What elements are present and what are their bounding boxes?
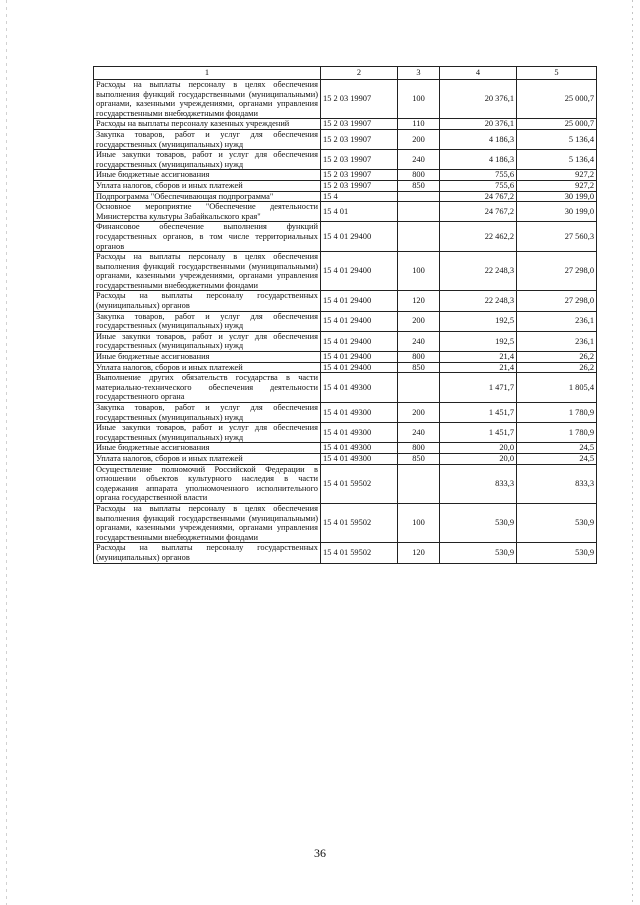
header-col-2: 2: [321, 67, 398, 80]
expense-name-cell: Расходы на выплаты персоналу в целях обеспечения выполнения функций государственными (муниципальными) органами, казенными учреждениями, органами управления государственными внебюджетными фондами: [94, 503, 321, 542]
table-row: [94, 119, 597, 130]
table-row: [94, 170, 597, 181]
expense-type-cell: [398, 373, 440, 403]
amount-year-2-cell: 833,3: [517, 464, 597, 503]
expense-type-cell: 800: [398, 170, 440, 181]
expense-type-cell: 100: [398, 80, 440, 119]
amount-year-2-cell: 1 805,4: [517, 373, 597, 403]
target-article-cell: 15 2 03 19907: [321, 180, 398, 191]
scan-edge-right: [632, 0, 633, 905]
expense-name-cell: Иные закупки товаров, работ и услуг для обеспечения государственных (муниципальных) нужд: [94, 423, 321, 443]
header-col-5: 5: [517, 67, 597, 80]
target-article-cell: 15 4 01 59502: [321, 464, 398, 503]
target-article-cell: 15 4 01 29400: [321, 252, 398, 291]
target-article-cell: 15 4 01 29400: [321, 362, 398, 373]
target-article-cell: 15 2 03 19907: [321, 129, 398, 149]
amount-year-2-cell: 27 298,0: [517, 291, 597, 311]
target-article-cell: 15 2 03 19907: [321, 119, 398, 130]
amount-year-2-cell: 927,2: [517, 180, 597, 191]
amount-year-1-cell: 21,4: [440, 352, 517, 363]
target-article-cell: 15 2 03 19907: [321, 170, 398, 181]
amount-year-1-cell: 20 376,1: [440, 80, 517, 119]
expense-type-cell: 800: [398, 443, 440, 454]
expense-name-cell: Расходы на выплаты персоналу государственных (муниципальных) органов: [94, 543, 321, 563]
expense-type-cell: 200: [398, 403, 440, 423]
expense-type-cell: 850: [398, 362, 440, 373]
expense-type-cell: 110: [398, 119, 440, 130]
table-row: [94, 503, 597, 542]
table-row: [94, 202, 597, 222]
target-article-cell: 15 4: [321, 191, 398, 202]
table-body: [94, 80, 597, 564]
expense-type-cell: 240: [398, 331, 440, 351]
amount-year-1-cell: 833,3: [440, 464, 517, 503]
amount-year-2-cell: 5 136,4: [517, 150, 597, 170]
table-row: [94, 180, 597, 191]
target-article-cell: 15 4 01 29400: [321, 222, 398, 252]
amount-year-1-cell: 755,6: [440, 170, 517, 181]
amount-year-2-cell: 927,2: [517, 170, 597, 181]
expense-name-cell: Расходы на выплаты персоналу государственных (муниципальных) органов: [94, 291, 321, 311]
table-row: [94, 403, 597, 423]
amount-year-1-cell: 22 248,3: [440, 291, 517, 311]
amount-year-2-cell: 1 780,9: [517, 403, 597, 423]
table-row: [94, 129, 597, 149]
expense-name-cell: Закупка товаров, работ и услуг для обеспечения государственных (муниципальных) нужд: [94, 311, 321, 331]
table-row: [94, 464, 597, 503]
expense-type-cell: 240: [398, 423, 440, 443]
amount-year-2-cell: 530,9: [517, 543, 597, 563]
amount-year-2-cell: 26,2: [517, 352, 597, 363]
expense-name-cell: Уплата налогов, сборов и иных платежей: [94, 362, 321, 373]
target-article-cell: 15 4 01 59502: [321, 543, 398, 563]
expense-name-cell: Расходы на выплаты персоналу в целях обеспечения выполнения функций государственными (муниципальными) органами, казенными учреждениями, органами управления государственными внебюджетными фондами: [94, 80, 321, 119]
expense-name-cell: Закупка товаров, работ и услуг для обеспечения государственных (муниципальных) нужд: [94, 129, 321, 149]
expense-type-cell: [398, 202, 440, 222]
target-article-cell: 15 4 01 59502: [321, 503, 398, 542]
amount-year-1-cell: 22 462,2: [440, 222, 517, 252]
table-header: [94, 67, 597, 80]
amount-year-1-cell: 1 471,7: [440, 373, 517, 403]
amount-year-2-cell: 27 298,0: [517, 252, 597, 291]
table-row: [94, 362, 597, 373]
table-row: [94, 423, 597, 443]
table-row: [94, 331, 597, 351]
expense-name-cell: Закупка товаров, работ и услуг для обеспечения государственных (муниципальных) нужд: [94, 403, 321, 423]
expense-type-cell: 100: [398, 252, 440, 291]
amount-year-1-cell: 20,0: [440, 443, 517, 454]
budget-table: [93, 66, 597, 564]
table-row: [94, 453, 597, 464]
header-row: [94, 67, 597, 80]
amount-year-2-cell: 236,1: [517, 311, 597, 331]
amount-year-2-cell: 530,9: [517, 503, 597, 542]
target-article-cell: 15 4 01 49300: [321, 423, 398, 443]
expense-name-cell: Расходы на выплаты персоналу казенных учреждений: [94, 119, 321, 130]
table-row: [94, 373, 597, 403]
table-row: [94, 352, 597, 363]
expense-name-cell: Подпрограмма "Обеспечивающая подпрограмма": [94, 191, 321, 202]
expense-name-cell: Иные бюджетные ассигнования: [94, 170, 321, 181]
target-article-cell: 15 4 01 29400: [321, 352, 398, 363]
expense-type-cell: [398, 222, 440, 252]
amount-year-1-cell: 192,5: [440, 331, 517, 351]
table-row: [94, 191, 597, 202]
amount-year-1-cell: 4 186,3: [440, 150, 517, 170]
header-col-3: 3: [398, 67, 440, 80]
expense-name-cell: Иные бюджетные ассигнования: [94, 352, 321, 363]
table-row: [94, 291, 597, 311]
expense-name-cell: Иные бюджетные ассигнования: [94, 443, 321, 454]
expense-name-cell: Иные закупки товаров, работ и услуг для обеспечения государственных (муниципальных) нужд: [94, 331, 321, 351]
table-row: [94, 311, 597, 331]
expense-name-cell: Иные закупки товаров, работ и услуг для обеспечения государственных (муниципальных) нужд: [94, 150, 321, 170]
expense-type-cell: 120: [398, 291, 440, 311]
expense-name-cell: Основное мероприятие "Обеспечение деятельности Министерства культуры Забайкальского края": [94, 202, 321, 222]
target-article-cell: 15 4 01: [321, 202, 398, 222]
header-col-1: 1: [94, 67, 321, 80]
expense-type-cell: 100: [398, 503, 440, 542]
amount-year-1-cell: 1 451,7: [440, 423, 517, 443]
scan-edge-left: [6, 0, 7, 905]
amount-year-2-cell: 24,5: [517, 443, 597, 454]
expense-name-cell: Осуществление полномочий Российской Федерации в отношении объектов культурного наследия в части содержания аппарата уполномоченного исполнительного органа государственной власти: [94, 464, 321, 503]
expense-type-cell: 850: [398, 453, 440, 464]
expense-type-cell: 120: [398, 543, 440, 563]
expense-name-cell: Финансовое обеспечение выполнения функций государственных органов, в том числе территориальных органов: [94, 222, 321, 252]
amount-year-2-cell: 25 000,7: [517, 119, 597, 130]
amount-year-2-cell: 30 199,0: [517, 191, 597, 202]
expense-name-cell: Расходы на выплаты персоналу в целях обеспечения выполнения функций государственными (муниципальными) органами, казенными учреждениями, органами управления государственными внебюджетными фондами: [94, 252, 321, 291]
amount-year-2-cell: 30 199,0: [517, 202, 597, 222]
page-number: 36: [314, 846, 326, 860]
amount-year-2-cell: 25 000,7: [517, 80, 597, 119]
target-article-cell: 15 4 01 49300: [321, 443, 398, 454]
amount-year-1-cell: 20 376,1: [440, 119, 517, 130]
amount-year-2-cell: 24,5: [517, 453, 597, 464]
amount-year-1-cell: 530,9: [440, 503, 517, 542]
table-row: [94, 252, 597, 291]
expense-type-cell: 800: [398, 352, 440, 363]
amount-year-1-cell: 530,9: [440, 543, 517, 563]
target-article-cell: 15 2 03 19907: [321, 150, 398, 170]
expense-type-cell: 850: [398, 180, 440, 191]
header-col-4: 4: [440, 67, 517, 80]
table-row: [94, 150, 597, 170]
amount-year-1-cell: 755,6: [440, 180, 517, 191]
amount-year-1-cell: 192,5: [440, 311, 517, 331]
expense-type-cell: [398, 464, 440, 503]
amount-year-2-cell: 1 780,9: [517, 423, 597, 443]
table-row: [94, 80, 597, 119]
table-row: [94, 543, 597, 563]
table-row: [94, 222, 597, 252]
target-article-cell: 15 4 01 29400: [321, 311, 398, 331]
expense-name-cell: Уплата налогов, сборов и иных платежей: [94, 180, 321, 191]
target-article-cell: 15 4 01 29400: [321, 331, 398, 351]
expense-type-cell: 200: [398, 311, 440, 331]
amount-year-1-cell: 22 248,3: [440, 252, 517, 291]
amount-year-2-cell: 27 560,3: [517, 222, 597, 252]
amount-year-1-cell: 24 767,2: [440, 191, 517, 202]
amount-year-1-cell: 24 767,2: [440, 202, 517, 222]
amount-year-1-cell: 1 451,7: [440, 403, 517, 423]
expense-name-cell: Выполнение других обязательств государства в части материально-технического обеспечения деятельности государственного органа: [94, 373, 321, 403]
amount-year-1-cell: 20,0: [440, 453, 517, 464]
target-article-cell: 15 4 01 49300: [321, 373, 398, 403]
expense-type-cell: 240: [398, 150, 440, 170]
target-article-cell: 15 4 01 29400: [321, 291, 398, 311]
target-article-cell: 15 2 03 19907: [321, 80, 398, 119]
expense-type-cell: 200: [398, 129, 440, 149]
target-article-cell: 15 4 01 49300: [321, 453, 398, 464]
amount-year-1-cell: 4 186,3: [440, 129, 517, 149]
amount-year-2-cell: 236,1: [517, 331, 597, 351]
expense-type-cell: [398, 191, 440, 202]
amount-year-2-cell: 26,2: [517, 362, 597, 373]
amount-year-1-cell: 21,4: [440, 362, 517, 373]
table-row: [94, 443, 597, 454]
amount-year-2-cell: 5 136,4: [517, 129, 597, 149]
target-article-cell: 15 4 01 49300: [321, 403, 398, 423]
expense-name-cell: Уплата налогов, сборов и иных платежей: [94, 453, 321, 464]
